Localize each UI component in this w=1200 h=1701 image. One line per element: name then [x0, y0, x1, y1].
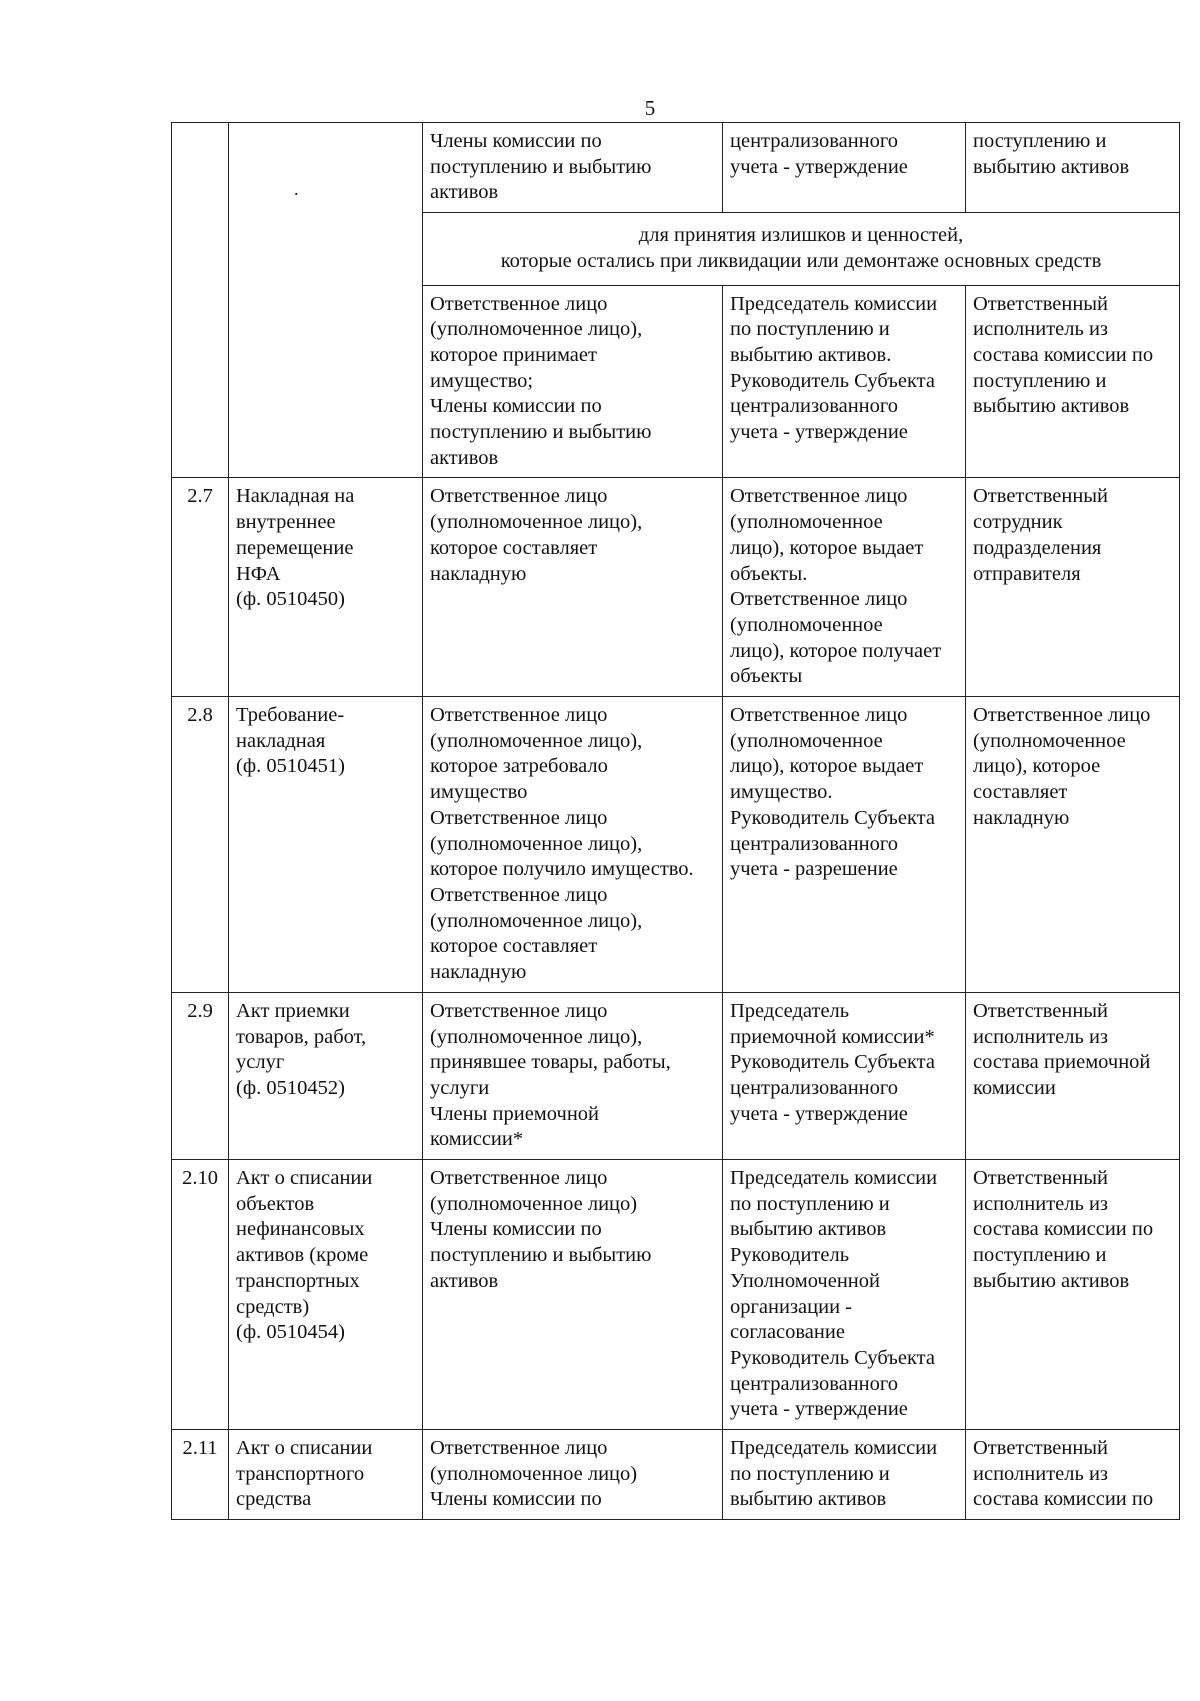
cell-responsible: поступлению и выбытию активов — [966, 123, 1180, 213]
cell-number: 2.7 — [172, 478, 229, 697]
table-row — [172, 1160, 1180, 1430]
cell-preparer: Ответственное лицо (уполномоченное лицо) Члены комиссии по поступлению и выбытию активов — [423, 1160, 723, 1430]
table-row — [172, 697, 1180, 993]
cell-signer: Ответственное лицо (уполномоченное лицо), которое выдает имущество. Руководитель Субъекта централизованного учета - разрешение — [723, 697, 966, 993]
cell-responsible: Ответственное лицо (уполномоченное лицо), которое составляет накладную — [966, 697, 1180, 993]
cell-signer: Ответственное лицо (уполномоченное лицо), которое выдает объекты. Ответственное лицо (уполномоченное лицо), которое получает объекты — [723, 478, 966, 697]
cell-responsible: Ответственный исполнитель из состава комиссии по поступлению и выбытию активов — [966, 1160, 1180, 1430]
cell-document: Акт о списании объектов нефинансовых активов (кроме транспортных средств) (ф. 0510454) — [229, 1160, 423, 1430]
cell-document: Акт о списании транспортного средства — [229, 1430, 423, 1520]
cell-responsible: Ответственный исполнитель из состава комиссии по поступлению и выбытию активов — [966, 285, 1180, 478]
cell-preparer: Ответственное лицо (уполномоченное лицо), которое принимает имущество; Члены комиссии по поступлению и выбытию активов — [423, 285, 723, 478]
table-row — [172, 992, 1180, 1159]
cell-signer: централизованного учета - утверждение — [723, 123, 966, 213]
cell-number: 2.11 — [172, 1430, 229, 1520]
table-row — [172, 478, 1180, 697]
section-heading: для принятия излишков и ценностей, которые остались при ликвидации или демонтаже основных средств — [423, 213, 1180, 285]
cell-preparer: Ответственное лицо (уполномоченное лицо), которое затребовало имущество Ответственное лицо (уполномоченное лицо), которое получило имущество. Ответственное лицо (уполномоченное лицо), которое составляет накладную — [423, 697, 723, 993]
cell-responsible: Ответственный исполнитель из состава приемочной комиссии — [966, 992, 1180, 1159]
cell-signer: Председатель приемочной комиссии* Руководитель Субъекта централизованного учета - утверждение — [723, 992, 966, 1159]
cell-number: 2.8 — [172, 697, 229, 993]
cell-document: Акт приемки товаров, работ, услуг (ф. 0510452) — [229, 992, 423, 1159]
stray-mark: . — [294, 178, 299, 199]
cell-preparer: Ответственное лицо (уполномоченное лицо), принявшее товары, работы, услуги Члены приемочной комиссии* — [423, 992, 723, 1159]
table-row — [172, 1430, 1180, 1520]
cell-document: Требование- накладная (ф. 0510451) — [229, 697, 423, 993]
cell-signer: Председатель комиссии по поступлению и выбытию активов — [723, 1430, 966, 1520]
cell-responsible: Ответственный исполнитель из состава комиссии по — [966, 1430, 1180, 1520]
cell-signer: Председатель комиссии по поступлению и выбытию активов. Руководитель Субъекта централизованного учета - утверждение — [723, 285, 966, 478]
cell-preparer: Ответственное лицо (уполномоченное лицо), которое составляет накладную — [423, 478, 723, 697]
cell-document: Накладная на внутреннее перемещение НФА (ф. 0510450) — [229, 478, 423, 697]
cell-preparer: Члены комиссии по поступлению и выбытию активов — [423, 123, 723, 213]
page-number: 5 — [644, 96, 656, 120]
cell-number: 2.10 — [172, 1160, 229, 1430]
cell-responsible: Ответственный сотрудник подразделения отправителя — [966, 478, 1180, 697]
cell-signer: Председатель комиссии по поступлению и выбытию активов Руководитель Уполномоченной организации - согласование Руководитель Субъекта централизованного учета - утверждение — [723, 1160, 966, 1430]
cell-preparer: Ответственное лицо (уполномоченное лицо) Члены комиссии по — [423, 1430, 723, 1520]
document-table — [171, 122, 1180, 1520]
cell-document-empty — [229, 123, 423, 478]
cell-number: 2.9 — [172, 992, 229, 1159]
cell-number-empty — [172, 123, 229, 478]
table-row — [172, 123, 1180, 213]
